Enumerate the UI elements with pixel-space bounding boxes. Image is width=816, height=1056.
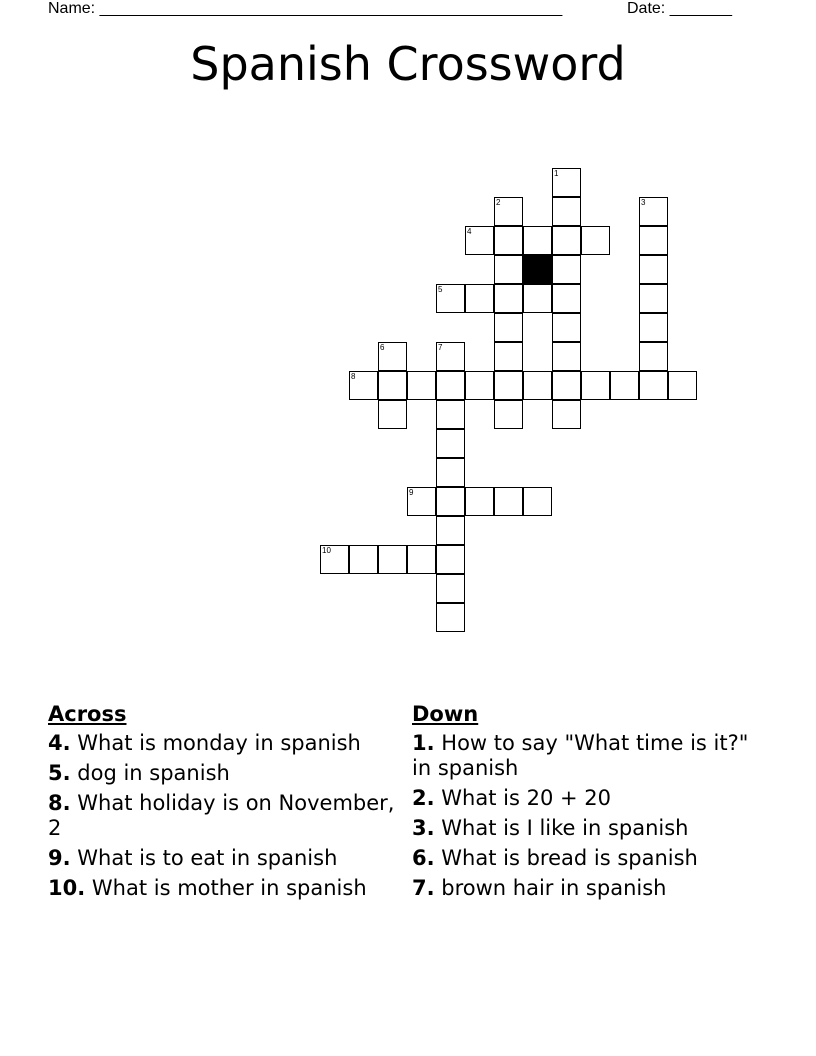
name-field-label: Name: ____________________________________________________	[48, 0, 563, 17]
grid-cell	[436, 371, 465, 400]
grid-cell	[436, 342, 465, 371]
grid-cell	[639, 255, 668, 284]
down-clue	[412, 731, 772, 781]
grid-cell	[436, 603, 465, 632]
grid-cell	[523, 226, 552, 255]
grid-cell	[494, 400, 523, 429]
grid-cell	[494, 371, 523, 400]
grid-cell	[552, 313, 581, 342]
across-clue	[48, 791, 398, 841]
grid-cell	[465, 284, 494, 313]
cell-number: 7	[438, 343, 443, 352]
down-clue	[412, 816, 772, 841]
cell-number: 6	[380, 343, 385, 352]
date-field-label: Date: _______	[627, 0, 732, 17]
grid-cell	[668, 371, 697, 400]
clue-text: brown hair in spanish	[441, 876, 667, 900]
grid-cell	[378, 371, 407, 400]
grid-cell	[349, 371, 378, 400]
grid-cell	[494, 255, 523, 284]
grid-cell	[610, 371, 639, 400]
clue-number: 5.	[48, 761, 71, 785]
grid-cell	[436, 458, 465, 487]
grid-cell	[436, 400, 465, 429]
grid-cell	[552, 226, 581, 255]
grid-cell	[407, 487, 436, 516]
grid-cell	[407, 545, 436, 574]
grid-cell	[378, 342, 407, 371]
clue-text: What is monday in spanish	[77, 731, 361, 755]
grid-cell	[552, 342, 581, 371]
grid-cell	[494, 342, 523, 371]
grid-cell	[494, 487, 523, 516]
grid-cell	[639, 371, 668, 400]
clue-text: What is to eat in spanish	[77, 846, 338, 870]
clue-number: 7.	[412, 876, 435, 900]
clue-number: 10.	[48, 876, 86, 900]
down-heading: Down	[412, 702, 479, 726]
grid-cell	[552, 197, 581, 226]
grid-cell	[494, 313, 523, 342]
clue-text: What is I like in spanish	[441, 816, 689, 840]
clue-number: 1.	[412, 731, 435, 755]
grid-cell	[494, 197, 523, 226]
grid-cell	[552, 255, 581, 284]
clue-text: What holiday is on November, 2	[48, 791, 395, 840]
clue-number: 4.	[48, 731, 71, 755]
grid-cell	[436, 284, 465, 313]
grid-cell	[436, 516, 465, 545]
across-clue	[48, 761, 398, 786]
page-title: Spanish Crossword	[190, 37, 626, 91]
grid-cell	[639, 313, 668, 342]
clue-number: 9.	[48, 846, 71, 870]
grid-cell	[436, 487, 465, 516]
grid-cell	[581, 226, 610, 255]
clue-number: 6.	[412, 846, 435, 870]
clue-number: 3.	[412, 816, 435, 840]
clue-text: dog in spanish	[77, 761, 230, 785]
down-clue	[412, 876, 772, 901]
cell-number: 8	[351, 372, 356, 381]
cell-number: 10	[322, 546, 331, 555]
grid-cell	[320, 545, 349, 574]
grid-cell	[378, 545, 407, 574]
grid-cell	[523, 371, 552, 400]
cell-number: 3	[641, 198, 646, 207]
cell-number: 2	[496, 198, 501, 207]
across-clue	[48, 876, 398, 901]
grid-cell	[465, 226, 494, 255]
clue-text: What is bread is spanish	[441, 846, 698, 870]
across-clues	[48, 702, 398, 906]
down-clue	[412, 846, 772, 871]
across-clue	[48, 846, 398, 871]
grid-cell	[465, 371, 494, 400]
down-clue	[412, 786, 772, 811]
cell-number: 4	[467, 227, 472, 236]
grid-cell	[436, 545, 465, 574]
across-clue	[48, 731, 398, 756]
cell-number: 5	[438, 285, 443, 294]
grid-cell	[349, 545, 378, 574]
clue-number: 2.	[412, 786, 435, 810]
grid-cell	[465, 487, 494, 516]
grid-cell	[552, 284, 581, 313]
clue-text: How to say "What time is it?" in spanish	[412, 731, 749, 780]
grid-cell	[494, 226, 523, 255]
grid-cell	[639, 197, 668, 226]
grid-cell	[407, 371, 436, 400]
grid-cell	[581, 371, 610, 400]
grid-cell	[639, 284, 668, 313]
grid-cell	[552, 168, 581, 197]
grid-cell	[552, 371, 581, 400]
black-cell	[523, 255, 552, 284]
clue-text: What is 20 + 20	[441, 786, 611, 810]
grid-cell	[523, 487, 552, 516]
across-heading: Across	[48, 702, 127, 726]
grid-cell	[378, 400, 407, 429]
grid-cell	[436, 429, 465, 458]
down-clues	[412, 702, 772, 906]
cell-number: 1	[554, 169, 559, 178]
clue-number: 8.	[48, 791, 71, 815]
cell-number: 9	[409, 488, 414, 497]
grid-cell	[639, 342, 668, 371]
grid-cell	[552, 400, 581, 429]
grid-cell	[639, 226, 668, 255]
grid-cell	[494, 284, 523, 313]
grid-cell	[523, 284, 552, 313]
grid-cell	[436, 574, 465, 603]
clue-text: What is mother in spanish	[91, 876, 367, 900]
